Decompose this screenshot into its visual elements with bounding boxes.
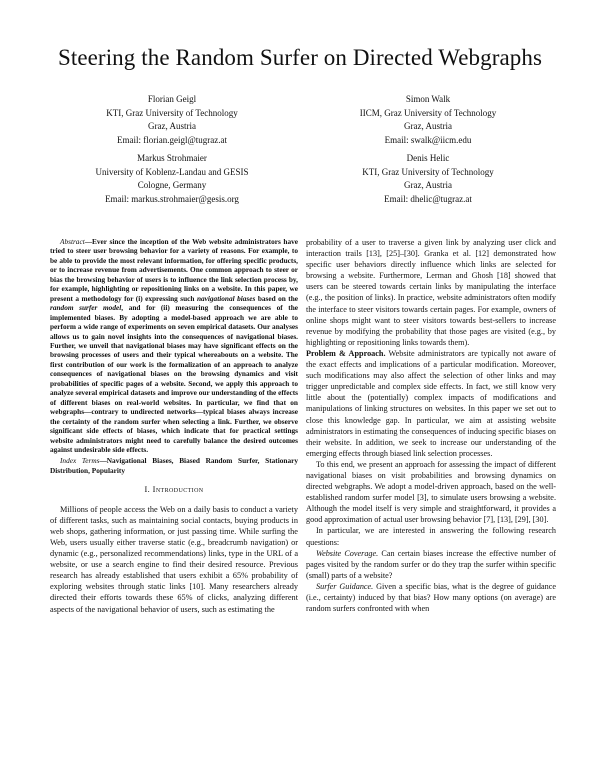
abstract-text-1: —Ever since the inception of the Web website administrators have tried to steer user browsing behavior for a variety of reasons. For example, to be able to provide the most relevant information, for offering specific products, or to increase revenue from advertisements. One common approach to steer or bias the browsing behavior of users is to influence the link selection process by, for example, highlighting or repositioning links on a website. In this paper, we present a methodology for (i) expressing such bbox=[50, 237, 298, 303]
problem-approach-text: Website administrators are typically not aware of the exact effects and implications of a particular modification. Moreover, such modifications may also affect the selection of other links and may trigger unpredictable and complex side effects. In fact, we still know very little about the (potentially) complex impacts of modifications and manipulations of linking structures on websites. In this paper we set out to close this knowledge gap. In particular, we aim at assisting website administrators in estimating the consequences of inducing specific biases on their website. In addition, we seek to increase our understanding of the emerging effects through biased link selection processes. bbox=[306, 348, 556, 458]
author-location: Graz, Austria bbox=[404, 180, 452, 190]
abstract-text-2: based on the bbox=[255, 293, 299, 303]
author-location: Cologne, Germany bbox=[137, 180, 207, 190]
section-heading-introduction bbox=[50, 485, 298, 495]
author-email[interactable]: Email: markus.strohmaier@gesis.org bbox=[105, 193, 239, 204]
rq-surfer-guidance-lead: Surfer Guidance. bbox=[316, 581, 374, 591]
author-email[interactable]: Email: florian.geigl@tugraz.at bbox=[117, 134, 227, 145]
right-column bbox=[306, 237, 556, 614]
author-email[interactable]: Email: dhelic@tugraz.at bbox=[384, 193, 472, 204]
author-block-3 bbox=[42, 152, 302, 206]
rq-website-coverage-text: Can certain biases increase the effective number of pages visited by the random surfer or do they trap the surfer within specific (small) parts of a website? bbox=[306, 548, 557, 580]
author-block-4 bbox=[298, 152, 558, 206]
author-location: Graz, Austria bbox=[404, 121, 452, 131]
author-name: Simon Walk bbox=[405, 94, 451, 104]
paragraph-continued: probability of a user to traverse a given link by analyzing user click and interaction trails [13], [25]–[30]. Granka et al. [12] demonstrated how specific user behaviors directly influence which links are selected for browsing a website. Furthermore, Lerman and Ghosh [18] showed that users can be steered towards certain links by manipulating the interface (e.g., the position of links). In practice, website administrators often modify the interface to steer visitors towards certain pages. For example, owners of online shops might want to steer visitors towards best-sellers to increase revenue by modifying the probability that those pages are visited (e.g., by highlighting or repositioning links towards them). bbox=[306, 238, 556, 347]
author-location: Graz, Austria bbox=[148, 121, 196, 131]
index-terms-lead: Index Terms bbox=[60, 456, 100, 466]
index-terms bbox=[50, 456, 298, 475]
rq-website-coverage bbox=[306, 548, 556, 581]
problem-approach-paragraph bbox=[306, 348, 556, 459]
author-affiliation: KTI, Graz University of Technology bbox=[106, 107, 238, 118]
author-affiliation: IICM, Graz University of Technology bbox=[359, 107, 497, 118]
left-column bbox=[50, 237, 298, 615]
author-block-2 bbox=[298, 93, 558, 147]
problem-approach-lead: Problem & Approach. bbox=[306, 348, 386, 358]
author-name: Markus Strohmaier bbox=[137, 153, 207, 163]
rq-website-coverage-lead: Website Coverage. bbox=[316, 548, 379, 558]
approach-paragraph: To this end, we present an approach for assessing the impact of different navigational biases on visit probabilities and browsing dynamics on directed webgraphs. We adopt a model-driven approach, based on the well-established random surfer model [3], to simulate users browsing a website. Although the model itself is very simple and straightforward, it provides a good approximation of actual user browsing behavior [7], [13], [29], [30]. bbox=[306, 459, 556, 525]
abstract-text-3: , and for (ii) measuring the consequences of the implemented biases. By adopting a model-based approach we are able to perform a wide range of experiments on seven empirical datasets. Our analyses allows us to gain novel insights into the consequences of navigational biases. Further, we unveil that navigational biases may have significant effects on the browsing processes of users and their typical whereabouts on a website. The first contribution of our work is the formalization of an approach to analyze consequences of navigational biases on the browsing dynamics and visit probabilities of specific pages of a website. Second, we apply this approach to analyze several empirical datasets and improve our understanding of the effects of different biases on real-world websites. In particular, we find that on webgraphs—contrary to undirected networks—typical biases always increase the certainty of the random surfer when selecting a link. Further, we observe significant side effects of biases, which indicate that for practical settings website administrators might need to carefully balance the desired outcomes against undesirable side effects. bbox=[50, 303, 299, 454]
author-email[interactable]: Email: swalk@iicm.edu bbox=[384, 134, 472, 145]
author-name: Florian Geigl bbox=[147, 94, 197, 104]
research-questions-intro: In particular, we are interested in answering the following research questions: bbox=[306, 526, 556, 547]
index-terms-text: —Navigational Biases, Biased Random Surfer, Stationary Distribution, Popularity bbox=[50, 456, 298, 475]
intro-paragraph: Millions of people access the Web on a daily basis to conduct a variety of different tasks, such as maintaining social contacts, buying products in web shops, gathering information, or just passing time. While surfing the Web, users usually either traverse static (e.g., breadcrumb navigation) or dynamic (e.g., personalized recommendations) links, type in the URL of a website, or use a search engine to find their desired resource. Previous research has already established that users exhibit a 65% probability of exploring websites through static links [10]. Many researchers already directed their efforts towards these 65% of clicks, analyzing different aspects of the navigational behavior of users, such as estimating the bbox=[50, 504, 298, 614]
author-affiliation: KTI, Graz University of Technology bbox=[362, 166, 494, 177]
abstract-emphasis-2: random surfer model bbox=[50, 303, 122, 313]
abstract-lead: Abstract bbox=[60, 237, 85, 246]
author-affiliation: University of Koblenz-Landau and GESIS bbox=[95, 166, 249, 177]
rq-surfer-guidance-text: Given a specific bias, what is the degree of guidance (i.e., certainty) induced by that bias? How many options (on average) are random surfers confronted with when bbox=[306, 581, 556, 614]
author-block-1 bbox=[42, 93, 302, 147]
section-number: I. bbox=[144, 485, 153, 495]
abstract bbox=[50, 237, 298, 454]
author-name: Denis Helic bbox=[406, 153, 450, 163]
abstract-emphasis-1: navigational biases bbox=[196, 293, 256, 303]
paper-title: Steering the Random Surfer on Directed Webgraphs bbox=[57, 45, 543, 70]
section-title: Introduction bbox=[152, 485, 204, 495]
rq-surfer-guidance bbox=[306, 581, 556, 614]
